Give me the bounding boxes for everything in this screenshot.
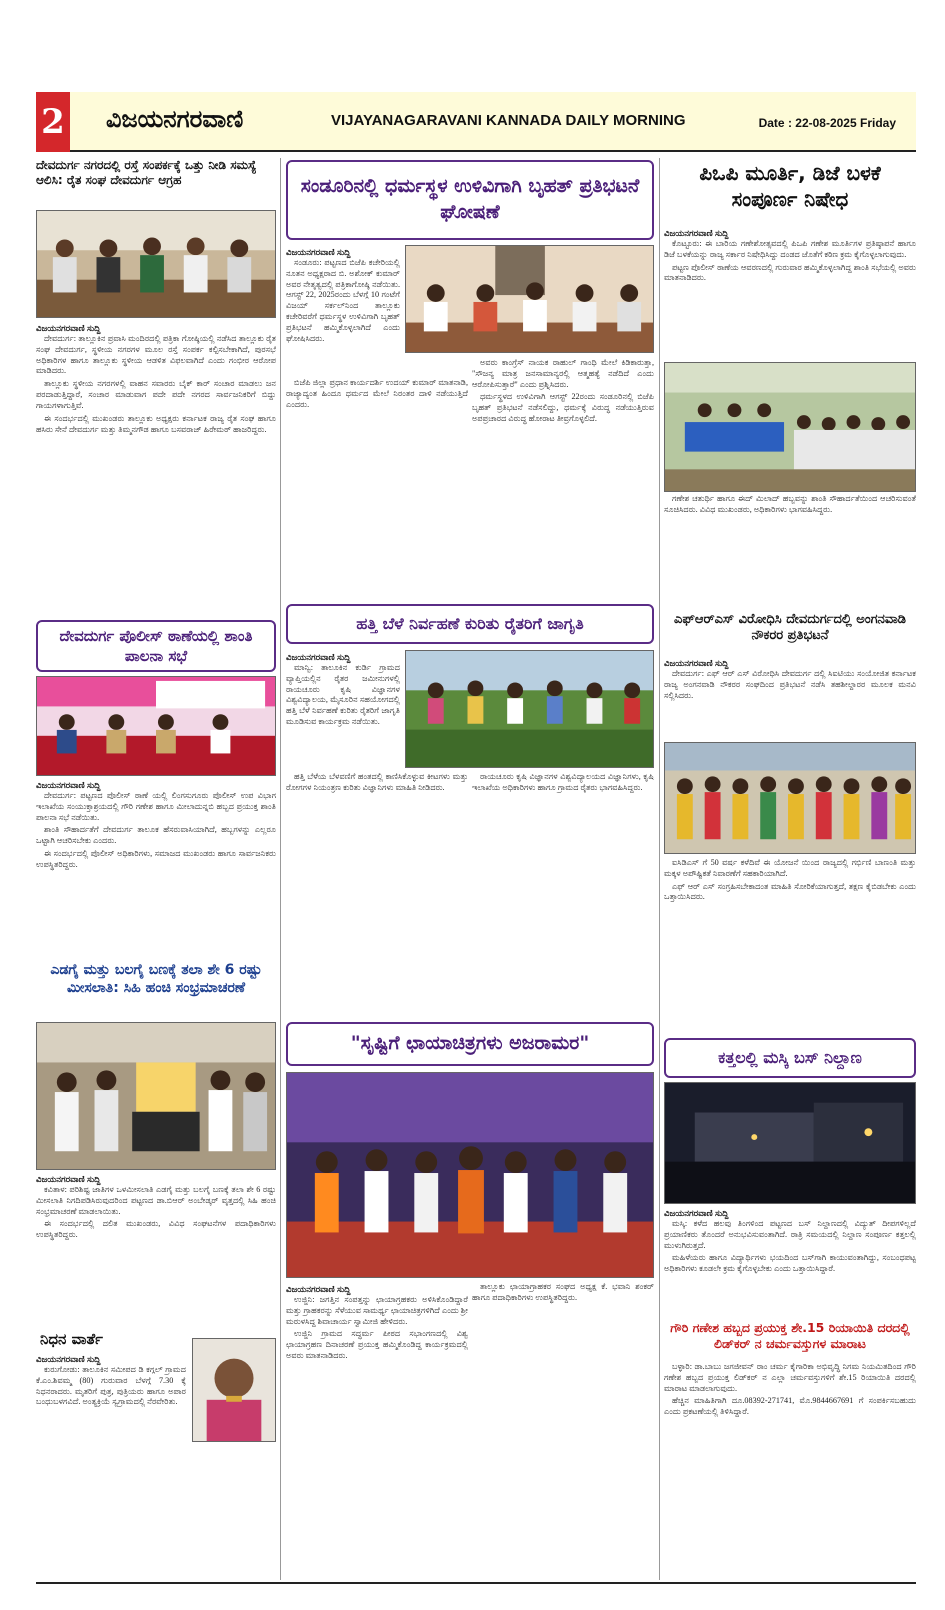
headline-peace-meeting: ದೇವದುರ್ಗ ಪೊಲೀಸ್ ಠಾಣೆಯಲ್ಲಿ ಶಾಂತಿ ಪಾಲನಾ ಸಭೆ (36, 620, 276, 672)
story-lidkar-body (664, 1362, 916, 1578)
photo-peace-meeting-kotturu (664, 362, 916, 492)
article-body (664, 1362, 916, 1418)
paragraph: ಕವಿತಾಳ: ಪರಿಶಿಷ್ಟ ಜಾತಿಗಳ ಒಳಮೀಸಲಾತಿ ಎಡಗೈ ಮತ್ತು ಬಲಗೈ ಬಣಕ್ಕೆ ತಲಾ ಶೇ 6 ರಷ್ಟು ಮೀಸಲಾತಿ ನಿಗದಿಪಡಿಸಿರುವುದರಿಂದ ಪಟ್ಟಣದ ಡಾ.ಬಿಆರ್ ಅಂಬೇಡ್ಕರ್ ವೃತ್ತದಲ್ಲಿ ಸಿಹಿ ಹಂಚಿ ಸಂಭ್ರಮಾಚರಣೆ ಮಾಡಲಾಯಿತು. (36, 1185, 276, 1216)
photo-peace-meeting (36, 676, 276, 776)
paragraph: ಸಂಡೂರು: ಪಟ್ಟಣದ ಬಿಜೆಪಿ ಕಚೇರಿಯಲ್ಲಿ ನೂತನ ಅಧ್ಯಕ್ಷರಾದ ಬಿ. ಅಶೋಕ್ ಕುಮಾರ್ ಅವರ ನೇತೃತ್ವದಲ್ಲಿ ಪತ್ರಿಕಾಗೋಷ್ಠಿ ನಡೆಯಿತು. ಆಗಸ್ಟ್ 22, 2025ರಂದು ಬೆಳಗ್ಗೆ 10 ಗಂಟೆಗೆ ವಿಜಯ್ ಸರ್ಕಲ್‌ನಿಂದ ತಾಲ್ಲೂಕು ಕಚೇರಿವರೆಗೆ ಧರ್ಮಸ್ಥಳ ಉಳಿವಿಗಾಗಿ ಬೃಹತ್ ಪ್ರತಿಭಟನೆ ಹಮ್ಮಿಕೊಳ್ಳಲಾಗಿದೆ ಎಂದು ಘೋಷಿಸಿದರು. (286, 258, 400, 343)
column-divider (659, 158, 660, 1580)
paragraph: ದೇವದುರ್ಗ: ಪಟ್ಟಣದ ಪೊಲೀಸ್ ಠಾಣೆ ಯಲ್ಲಿ ಲಿಂಗಸುಗೂರು ಪೊಲೀಸ್ ಉಪ ವಿಭಾಗ ಇಲಾಖೆಯ ಸಂಯುಕ್ತಾಶ್ರಯದಲ್ಲಿ ಗೌರಿ ಗಣೇಶ ಹಾಗೂ ಮೀಲಾದುನ್ನಬಿ ಹಬ್ಬದ ಪ್ರಯುಕ್ತ ಶಾಂತಿ ಪಾಲನಾ ಸಭೆ ನಡೆಯಿತು. (36, 791, 276, 822)
paragraph: ಅವರು ಕಾಂಗ್ರೆಸ್ ನಾಯಕ ರಾಹುಲ್ ಗಾಂಧಿ ಮೇಲೆ ಕಿಡಿಕಾರುತ್ತಾ, "ಸೌಜನ್ಯ ಮಾತ್ರ ಜನಸಾಮಾನ್ಯರಲ್ಲಿ ಆತ್ಮಹತ್ಯೆ ನಡೆದಿದೆ ಎಂದು ಆರೋಪಿಸುತ್ತಾರೆ" ಎಂದು ಪ್ರಶ್ನಿಸಿದರು. (472, 358, 654, 389)
byline: ವಿಜಯನಗರವಾಣಿ ಸುದ್ದಿ (286, 652, 351, 662)
photo-celebration (36, 1022, 276, 1170)
story-photography-col-b (472, 1282, 654, 1580)
article-body (664, 669, 916, 701)
paragraph: ಈ ಸಂದರ್ಭದಲ್ಲಿ ಪೊಲೀಸ್ ಅಧಿಕಾರಿಗಳು, ಸಮಾಜದ ಮುಖಂಡರು ಹಾಗೂ ಸಾರ್ವಜನಿಕರು ಉಪಸ್ಥಿತರಿದ್ದರು. (36, 849, 276, 869)
paragraph: ಉಜ್ಜಿನಿ ಗ್ರಾಮದ ಸದ್ಧರ್ಮ ಪೀಠದ ಸಭಾಂಗಣದಲ್ಲಿ ವಿಶ್ವ ಛಾಯಾಗ್ರಹಣ ದಿನಾಚರಣೆ ಪ್ರಯುಕ್ತ ಹಮ್ಮಿಕೊಂಡಿದ್ದ ಕಾರ್ಯಕ್ರಮದಲ್ಲಿ ಅವರು ಮಾತನಾಡಿದರು. (286, 1329, 468, 1361)
masthead (36, 92, 916, 152)
article-body (286, 1295, 468, 1362)
column-divider (280, 158, 281, 1580)
paragraph: ಶಾಂತಿ ಸೌಹಾರ್ದತೆಗೆ ದೇವದುರ್ಗ ತಾಲೂಕ ಹೆಸರುವಾಸಿಯಾಗಿದೆ, ಹಬ್ಬಗಳನ್ನು ಎಲ್ಲರೂ ಒಟ್ಟಾಗಿ ಆಚರಿಸಬೇಕು ಎಂದರು. (36, 825, 276, 846)
story-sandur-col-b (472, 358, 654, 596)
paragraph: ತಾಲ್ಲೂಕು ಛಾಯಾಗ್ರಾಹಕರ ಸಂಘದ ಅಧ್ಯಕ್ಷ ಕೆ. ಭವಾನಿ ಶಂಕರ್ ಹಾಗೂ ಪದಾಧಿಕಾರಿಗಳು ಉಪಸ್ಥಿತರಿದ್ದರು. (472, 1282, 654, 1302)
story-anganwadi-tail (664, 858, 916, 1034)
issue-date: Date : 22-08-2025 Friday (758, 116, 896, 130)
byline: ವಿಜಯನಗರವಾಣಿ ಸುದ್ದಿ (664, 228, 729, 238)
headline-bus-stop: ಕತ್ತಲಲ್ಲಿ ಮಸ್ಕಿ ಬಸ್ ನಿಲ್ದಾಣ (664, 1038, 916, 1078)
headline-photography-day: "ಸೃಷ್ಟಿಗೆ ಛಾಯಾಚಿತ್ರಗಳು ಅಜರಾಮರ" (286, 1022, 654, 1066)
photo-press-meet (36, 210, 276, 318)
paragraph: ಬಿಜೆಪಿ ಜಿಲ್ಲಾ ಪ್ರಧಾನ ಕಾರ್ಯದರ್ಶಿ ಉದಯ್ ಕುಮಾರ್ ಮಾತನಾಡಿ, ರಾಜ್ಯಾದ್ಯಂತ ಹಿಂದೂ ಧರ್ಮದ ಮೇಲೆ ನಿರಂತರ ದಾಳಿ ನಡೆಯುತ್ತಿದೆ ಎಂದರು. (286, 378, 468, 409)
article-body (286, 378, 468, 410)
article-body (472, 1282, 654, 1304)
byline: ವಿಜಯನಗರವಾಣಿ ಸುದ್ದಿ (36, 1354, 101, 1364)
headline-pop-ban: ಪಿಒಪಿ ಮೂರ್ತಿ, ಡಿಜೆ ಬಳಕೆ ಸಂಪೂರ್ಣ ನಿಷೇಧ (699, 161, 881, 211)
article-body (664, 239, 916, 284)
paragraph: ಈ ಸಂದರ್ಭದಲ್ಲಿ ಮುಖಂಡರು ತಾಲ್ಲೂಕು ಅಧ್ಯಕ್ಷರು ಕರ್ನಾಟಕ ರಾಜ್ಯ ರೈತ ಸಂಘ ಹಾಗೂ ಹಸಿರು ಸೇನೆ ದೇವದುರ್ಗ ಮತ್ತು ತಿಮ್ಮನಗೌಡ ಹಾಗೂ ಬಸವರಾಜ್ ಹಿರೇಮಠ್ ಹಾಜರಿದ್ದರು. (36, 413, 276, 434)
story-peace-meeting-body (36, 778, 276, 958)
page-number: 2 (36, 92, 70, 152)
story-reservation-body (36, 1172, 276, 1322)
article-body (36, 791, 276, 871)
headline-anganwadi: ಎಫ್‌ಆರ್‌ಎಸ್ ವಿರೋಧಿಸಿ ದೇವದುರ್ಗದಲ್ಲಿ ಅಂಗನವಾಡಿ ನೌಕರರ ಪ್ರತಿಭಟನೆ (674, 612, 906, 644)
story-cotton-col-b (472, 772, 654, 1012)
photo-anganwadi-protest (664, 742, 916, 854)
article-body (664, 494, 916, 516)
article-body (664, 1219, 916, 1275)
paragraph: ದೇವದುರ್ಗ: ಎಫ್ ಆರ್ ಎಸ್ ವಿರೋಧಿಸಿ ದೇವದುರ್ಗ ದಲ್ಲಿ ಸಿಐಟಿಯು ಸಂಯೋಜಿತ ಕರ್ನಾಟಕ ರಾಜ್ಯ ಅಂಗನವಾಡಿ ನೌಕರರ ಸಂಘದಿಂದ ಪ್ರತಿಭಟನೆ ನಡೆಸಿ ತಹಶೀಲ್ದಾರರ ಮೂಲಕ ಮನವಿ ಸಲ್ಲಿಸಿದರು. (664, 669, 916, 700)
story-cotton-col-a (286, 772, 468, 1012)
photo-photography-event (286, 1072, 654, 1278)
paragraph: ಧರ್ಮಸ್ಥಳದ ಉಳಿವಿಗಾಗಿ ಆಗಸ್ಟ್ 22ರಂದು ಸಂಡೂರಿನಲ್ಲಿ ಬಿಜೆಪಿ ಬೃಹತ್ ಪ್ರತಿಭಟನೆ ನಡೆಸಲಿದ್ದು, ಧರ್ಮಕ್ಕೆ ವಿರುದ್ಧ ನಡೆಯುತ್ತಿರುವ ಅಪಪ್ರಚಾರದ ವಿರುದ್ಧ ಹೋರಾಟ ತೀವ್ರಗೊಳ್ಳಲಿದೆ. (472, 392, 654, 424)
story-pop-ban-body (664, 226, 916, 358)
story-photography-col-a (286, 1282, 468, 1580)
brand-kannada: ವಿಜಯನಗರವಾಣಿ (106, 104, 244, 133)
byline: ವಿಜಯನಗರವಾಣಿ ಸುದ್ದಿ (36, 780, 101, 790)
paragraph: ಉಜ್ಜಿನಿ: ಜಗತ್ತಿನ ಸಂಪತ್ತನ್ನು ಛಾಯಾಗ್ರಹಕರು ಅಳಿಸಿಕೊಂಡಿದ್ದಾರೆ ಮತ್ತು ಗ್ರಾಹಕರನ್ನು ಸೆಳೆಯುವ ಸಾಮರ್ಥ್ಯ ಛಾಯಾಚಿತ್ರಗಳಿಗಿದೆ ಎಂದು ಶ್ರೀ ಮರುಳಸಿದ್ದ ಶಿವಾಚಾರ್ಯ ಸ್ವಾಮೀಜಿ ಹೇಳಿದರು. (286, 1295, 468, 1326)
byline: ವಿಜಯನಗರವಾಣಿ ಸುದ್ದಿ (286, 247, 351, 257)
paragraph: ರಾಯಚೂರು ಕೃಷಿ ವಿಜ್ಞಾನಗಳ ವಿಶ್ವವಿದ್ಯಾಲಯದ ವಿಜ್ಞಾನಿಗಳು, ಕೃಷಿ ಇಲಾಖೆಯ ಅಧಿಕಾರಿಗಳು ಹಾಗೂ ಗ್ರಾಮದ ರೈತರು ಭಾಗವಹಿಸಿದ್ದರು. (472, 772, 654, 792)
paragraph: ಎಫ್ ಆರ್ ಎಸ್ ಸಂಗ್ರಹಿಸಬೇಕಾದಂತ ಮಾಹಿತಿ ಸೋರಿಕೆಯಾಗುತ್ತದೆ, ತಕ್ಷಣ ಕೈಬಿಡಬೇಕು ಎಂದು ಒತ್ತಾಯಿಸಿದರು. (664, 881, 916, 902)
byline: ವಿಜಯನಗರವಾಣಿ ಸುದ್ದಿ (664, 1208, 729, 1218)
photo-cotton-field (405, 650, 654, 768)
byline: ವಿಜಯನಗರವಾಣಿ ಸುದ್ದಿ (664, 658, 729, 668)
paragraph: ದೇವದುರ್ಗ: ತಾಲ್ಲೂಕಿನ ಪ್ರವಾಸಿ ಮಂದಿರದಲ್ಲಿ ಪತ್ರಿಕಾ ಗೋಷ್ಠಿಯಲ್ಲಿ ನಡೆಸಿದ ತಾಲ್ಲೂಕು ರೈತ ಸಂಘ ದೇವದುರ್ಗ, ಸ್ಥಳೀಯ ನಗರಗಳ ಮೂಲ ರಸ್ತೆ ಸಂಪರ್ಕ ಕಲ್ಪಿಸಬೇಕಾಗಿದೆ, ಪುರಸಭೆ ಅಧಿಕಾರಿಗಳ ಹಾಗೂ ತಾಲ್ಲೂಕು ಸ್ಥಳೀಯ ಆಡಳಿತ ವಿಫಲವಾಗಿದೆ ಎಂದು ಗಂಭೀರ ಆರೋಪ ಮಾಡಿದರು. (36, 334, 276, 376)
article-body (286, 258, 400, 345)
byline: ವಿಜಯನಗರವಾಣಿ ಸುದ್ದಿ (36, 323, 101, 333)
paragraph: ಹತ್ತಿ ಬೆಳೆಯ ಬೆಳವಣಿಗೆ ಹಂತದಲ್ಲಿ ಕಾಣಿಸಿಕೊಳ್ಳುವ ಕೀಟಗಳು ಮತ್ತು ರೋಗಗಳ ನಿಯಂತ್ರಣ ಕುರಿತು ವಿಜ್ಞಾನಿಗಳು ಮಾಹಿತಿ ನೀಡಿದರು. (286, 772, 468, 792)
paragraph: ಮಾನ್ವಿ: ತಾಲೂಕಿನ ಕುರ್ಡಿ ಗ್ರಾಮದ ವ್ಯಾಪ್ತಿಯಲ್ಲಿನ ರೈತರ ಜಮೀನುಗಳಲ್ಲಿ ರಾಯಚೂರು ಕೃಷಿ ವಿಜ್ಞಾನಗಳ ವಿಶ್ವವಿದ್ಯಾಲಯ, ಮೈಸೂರಿನ ಸಹಯೋಗದಲ್ಲಿ ಹತ್ತಿ ಬೆಳೆ ನಿರ್ವಹಣೆ ಕುರಿತು ರೈತರಿಗೆ ಜಾಗೃತಿ ಮೂಡಿಸುವ ಕಾರ್ಯಕ್ರಮ ನಡೆಯಿತು. (286, 663, 400, 727)
article-body (36, 1365, 186, 1408)
paragraph: ಈ ಸಂದರ್ಭದಲ್ಲಿ ದಲಿತ ಮುಖಂಡರು, ವಿವಿಧ ಸಂಘಟನೆಗಳ ಪದಾಧಿಕಾರಿಗಳು ಉಪಸ್ಥಿತರಿದ್ದರು. (36, 1219, 276, 1240)
headline-obituary: ನಿಧನ ವಾರ್ತೆ (40, 1330, 103, 1348)
paragraph: ಮಹಿಳೆಯರು ಹಾಗೂ ವಿದ್ಯಾರ್ಥಿಗಳು ಭಯದಿಂದ ಬಸ್‌ಗಾಗಿ ಕಾಯುವಂತಾಗಿದ್ದು, ಸಂಬಂಧಪಟ್ಟ ಅಧಿಕಾರಿಗಳು ಕೂಡಲೇ ಕ್ರಮ ಕೈಗೊಳ್ಳಬೇಕು ಎಂದು ಒತ್ತಾಯಿಸಿದ್ದಾರೆ. (664, 1253, 916, 1274)
byline: ವಿಜಯನಗರವಾಣಿ ಸುದ್ದಿ (36, 1174, 101, 1184)
story-cotton-left (286, 650, 400, 770)
paragraph: ಕುರುಗೋಡು: ತಾಲೂಕಿನ ಸಮೀಪದ ಡಿ ಕಗ್ಗಲ್ ಗ್ರಾಮದ ಕೆ.ಎಂ.ಶಿವಮ್ಮ (80) ಗುರುವಾರ ಬೆಳಗ್ಗೆ 7.30 ಕ್ಕೆ ನಿಧನರಾದರು. ಮೃತರಿಗೆ ಪುತ್ರ, ಪುತ್ರಿಯರು ಹಾಗೂ ಅಪಾರ ಬಂಧುಬಳಗವಿದೆ. ಅಂತ್ಯಕ್ರಿಯೆ ಸ್ವಗ್ರಾಮದಲ್ಲಿ ನೆರವೇರಿತು. (36, 1365, 186, 1407)
article-body (472, 358, 654, 425)
paragraph: ಮಸ್ಕಿ: ಕಳೆದ ಹಲವು ತಿಂಗಳಿಂದ ಪಟ್ಟಣದ ಬಸ್ ನಿಲ್ದಾಣದಲ್ಲಿ ವಿದ್ಯುತ್ ದೀಪಗಳಿಲ್ಲದೆ ಪ್ರಯಾಣಿಕರು ತೊಂದರೆ ಅನುಭವಿಸುವಂತಾಗಿದೆ. ರಾತ್ರಿ ಸಮಯದಲ್ಲಿ ನಿಲ್ದಾಣ ಸಂಪೂರ್ಣ ಕತ್ತಲಲ್ಲಿ ಮುಳುಗಿರುತ್ತದೆ. (664, 1219, 916, 1250)
paragraph: ಪಟ್ಟಣ ಪೊಲೀಸ್ ಠಾಣೆಯ ಆವರಣದಲ್ಲಿ ಗುರುವಾರ ಹಮ್ಮಿಕೊಳ್ಳಲಾಗಿದ್ದ ಶಾಂತಿ ಸಭೆಯಲ್ಲಿ ಅವರು ಮಾತನಾಡಿದರು. (664, 262, 916, 283)
article-body (36, 1185, 276, 1241)
story-bus-stop-body (664, 1206, 916, 1314)
brand-english: VIJAYANAGARAVANI KANNADA DAILY MORNING (331, 112, 686, 129)
paragraph: ಕೊಟ್ಟೂರು: ಈ ಬಾರಿಯ ಗಣೇಶೋತ್ಸವದಲ್ಲಿ ಪಿಒಪಿ ಗಣೇಶ ಮೂರ್ತಿಗಳ ಪ್ರತಿಷ್ಠಾಪನೆ ಹಾಗೂ ಡಿಜೆ ಬಳಕೆಯನ್ನು ರಾಜ್ಯ ಸರ್ಕಾರ ನಿಷೇಧಿಸಿದ್ದು ದಂಡದ ಜೊತೆಗೆ ಕಠಿಣ ಕ್ರಮ ಕೈಗೊಳ್ಳಲಾಗುವುದು. (664, 239, 916, 259)
photo-sandur-press (405, 245, 654, 353)
paragraph: ತಾಲ್ಲೂಕು ಸ್ಥಳೀಯ ನಗರಗಳಲ್ಲಿ ವಾಹನ ಸವಾರರು ಬೈಕ್ ಕಾರ್ ಸಂಚಾರ ಮಾಡಲು ಜನ ಪರದಾಡುತ್ತಿದ್ದಾರೆ, ಸಂಚಾರ ಮಾಡುವಾಗ ಪದೇ ಪದೇ ನಗರದ ಸಾರ್ವಜನಿಕರಿಗೆ ಬಿದ್ದು ಗಾಯಗಳಾಗುತ್ತಿವೆ. (36, 379, 276, 410)
article-body (286, 772, 468, 794)
story-pop-ban-tail (664, 494, 916, 604)
paragraph: ಹೆಚ್ಚಿನ ಮಾಹಿತಿಗಾಗಿ ದೂ.08392-271741, ಮೊ.9844667691 ಗೆ ಸಂಪರ್ಕಿಸಬಹುದು ಎಂದು ಪ್ರಕಟಣೆಯಲ್ಲಿ ತಿಳಿಸಿದ್ದಾರೆ. (664, 1396, 916, 1417)
headline-reservation: ಎಡಗೈ ಮತ್ತು ಬಲಗೈ ಬಣಕ್ಕೆ ತಲಾ ಶೇ 6 ರಷ್ಟು ಮೀಸಲಾತಿ: ಸಿಹಿ ಹಂಚಿ ಸಂಭ್ರಮಾಚರಣೆ (50, 962, 262, 996)
paragraph: ಗಣೇಶ ಚತುರ್ಥಿ ಹಾಗೂ ಈದ್ ಮಿಲಾದ್ ಹಬ್ಬವನ್ನು ಶಾಂತಿ ಸೌಹಾರ್ದತೆಯಿಂದ ಆಚರಿಸುವಂತೆ ಸೂಚಿಸಿದರು. ವಿವಿಧ ಮುಖಂಡರು, ಅಧಿಕಾರಿಗಳು ಭಾಗವಹಿಸಿದ್ದರು. (664, 494, 916, 514)
article-body (286, 663, 400, 728)
story-sandur-col-a (286, 378, 468, 596)
photo-dark-bus-stand (664, 1082, 916, 1204)
story-obituary-body (36, 1352, 186, 1580)
bottom-rule (36, 1582, 916, 1584)
article-body (664, 858, 916, 903)
article-body (36, 334, 276, 435)
byline: ವಿಜಯನಗರವಾಣಿ ಸುದ್ದಿ (286, 1284, 351, 1294)
headline-sandur-protest: ಸಂಡೂರಿನಲ್ಲಿ ಧರ್ಮಸ್ಥಳ ಉಳಿವಿಗಾಗಿ ಬೃಹತ್ ಪ್ರತಿಭಟನೆ ಘೋಷಣೆ (286, 160, 654, 240)
headline-cotton-awareness: ಹತ್ತಿ ಬೆಳೆ ನಿರ್ವಹಣೆ ಕುರಿತು ರೈತರಿಗೆ ಜಾಗೃತಿ (286, 604, 654, 644)
paragraph: ಬಳ್ಳಾರಿ: ಡಾ.ಬಾಬು ಜಗಜೀವನ್ ರಾಂ ಚರ್ಮ ಕೈಗಾರಿಕಾ ಅಭಿವೃದ್ಧಿ ನಿಗಮ ನಿಯಮಿತದಿಂದ ಗೌರಿ ಗಣೇಶ ಹಬ್ಬದ ಪ್ರಯುಕ್ತ ಲಿಡ್‌ಕರ್ ನ ಎಲ್ಲಾ ಚರ್ಮವಸ್ತುಗಳಿಗೆ ಶೇ.15 ರಿಯಾಯಿತಿ ದರದಲ್ಲಿ ಮಾರಾಟ ಮಾಡಲಾಗುವುದು. (664, 1362, 916, 1393)
headline: ದೇವದುರ್ಗ ನಗರದಲ್ಲಿ ರಸ್ತೆ ಸಂಪರ್ಕಕ್ಕೆ ಒತ್ತು ನೀಡಿ ಸಮಸ್ಯೆ ಆಲಿಸಿ: ರೈತ ಸಂಘ ದೇವದುರ್ಗ ಆಗ್ರಹ (36, 158, 257, 187)
paragraph: ಐಸಿಡಿಎಸ್ ಗೆ 50 ವರ್ಷ ಕಳೆದಿವೆ ಈ ಯೋಜನೆ ಯಿಂದ ರಾಜ್ಯದಲ್ಲಿ ಗರ್ಭಿಣಿ ಬಾಣಂತಿ ಮತ್ತು ಮಕ್ಕಳ ಅಪೌಷ್ಟಿಕತೆ ನಿವಾರಣೆಗೆ ಸಹಕಾರಿಯಾಗಿದೆ. (664, 858, 916, 878)
story-anganwadi-body (664, 656, 916, 738)
photo-obituary-portrait (192, 1338, 276, 1442)
article-body (472, 772, 654, 794)
headline-lidkar-sale: ಗೌರಿ ಗಣೇಶ ಹಬ್ಬದ ಪ್ರಯುಕ್ತ ಶೇ.15 ರಿಯಾಯಿತಿ ದರದಲ್ಲಿ ಲಿಡ್‌ಕರ್ ನ ಚರ್ಮವಸ್ತುಗಳ ಮಾರಾಟ (670, 1320, 910, 1351)
story-sandur-left (286, 245, 400, 375)
story-devadurga-roads-body (36, 321, 276, 613)
